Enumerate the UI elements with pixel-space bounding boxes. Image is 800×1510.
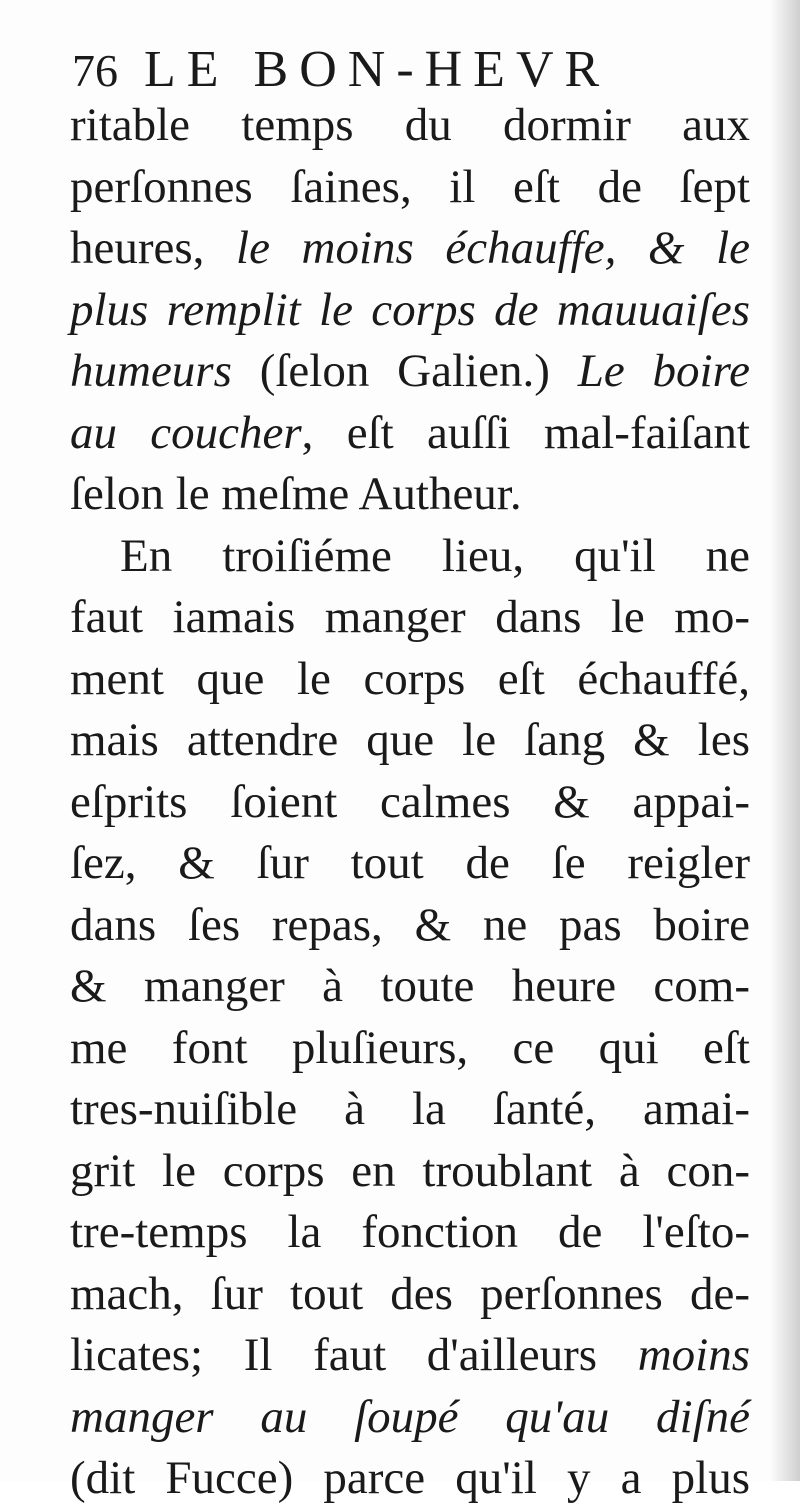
text-line: au coucher, eſt auſſi mal-faiſant (70, 406, 750, 459)
text-line: (dit Fucce) parce qu'il y a plus (70, 1452, 750, 1504)
body-text (70, 95, 750, 1510)
page-edge-shadow (770, 0, 800, 1481)
text-line: manger au ſoupé qu'au diſné (70, 1390, 750, 1443)
text-line: dans ſes repas, & ne pas boire (70, 898, 750, 951)
text-line: mais attendre que le ſang & les (70, 714, 750, 766)
running-head: LE BON-HEVR (144, 41, 611, 98)
text-line: & manger à toute heure com- (70, 960, 750, 1012)
text-line: grit le corps en troublant à con- (70, 1144, 750, 1197)
text-line: tre-temps la fonction de l'eſto- (70, 1206, 750, 1258)
text-line: me font pluſieurs, ce qui eſt (70, 1021, 750, 1074)
text-line: ſez, & ſur tout de ſe reigler (70, 837, 750, 889)
text-line: ritable temps du dormir aux (70, 99, 750, 151)
text-line: mach, ſur tout des perſonnes de- (70, 1267, 750, 1320)
text-line: ment que le corps eſt échauffé, (70, 652, 750, 705)
text-line: licates; Il faut d'ailleurs moins (70, 1329, 750, 1381)
text-line: eſprits ſoient calmes & appai- (70, 775, 750, 828)
text-line: faut iamais manger dans le mo- (70, 591, 750, 643)
text-line: perſonnes ſaines, il eſt de ſept (70, 160, 750, 213)
text-line: tres-nuiſible à la ſanté, amai- (70, 1083, 750, 1135)
text-line: heures, le moins échauffe, & le (70, 222, 751, 274)
text-line: ſelon le meſme Autheur. (70, 468, 522, 520)
text-line: humeurs (ſelon Galien.) Le boire (70, 345, 751, 397)
page-header (72, 40, 610, 98)
page-number: 76 (72, 45, 118, 96)
text-line: plus remplit le corps de mauuaiſes (70, 283, 750, 336)
paragraph-first-line: En troiſiéme lieu, qu'il ne (120, 529, 750, 582)
